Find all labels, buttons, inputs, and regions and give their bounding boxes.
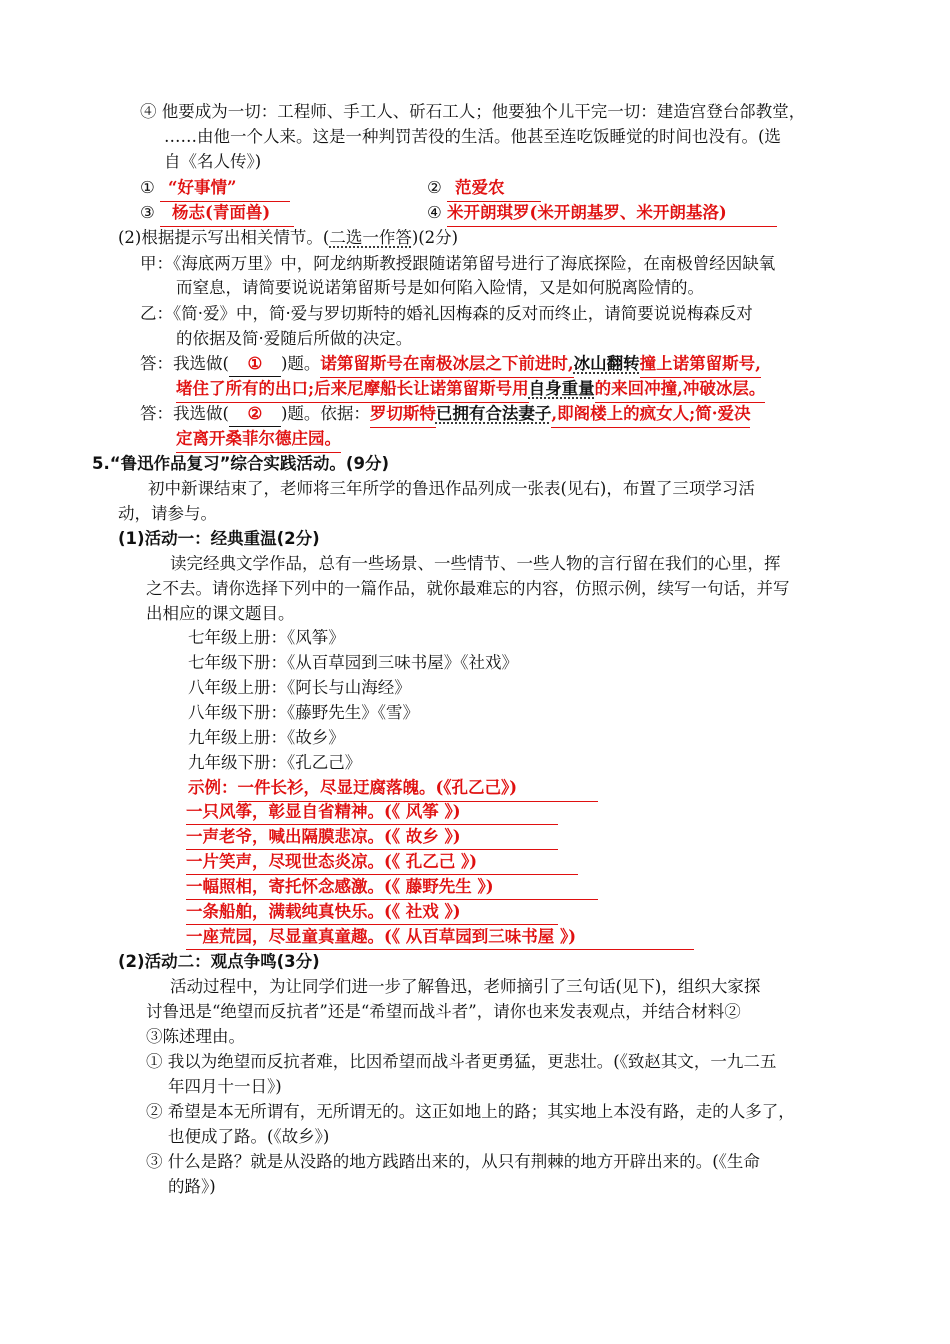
q4-yi-line2: 的依据及简·爱随后所做的决定。 — [176, 329, 413, 348]
material-3-line1: ③ 什么是路？就是从没路的地方践踏出来的，从只有荆棘的地方开辟出来的。(《生命 — [146, 1152, 760, 1171]
activity2-para-line3: ③陈述理由。 — [146, 1027, 245, 1046]
q5-intro-line2: 动，请参与。 — [118, 504, 217, 523]
answer-2-num: ② — [427, 178, 442, 197]
material-3-line2: 的路》) — [168, 1177, 216, 1196]
a1-keyword: 冰山翻转 — [573, 354, 640, 373]
grade-list-item: 七年级上册：《风筝》 — [188, 628, 345, 647]
a1-line2-keyword: 自身重量 — [528, 379, 595, 398]
a2-mid: )题。依据： — [280, 404, 370, 423]
sub2-emphasis: 二选一作答 — [329, 228, 412, 247]
answer-1-num: ① — [140, 178, 155, 197]
answer-4-text: 米开朗琪罗(米开朗基罗、米开朗基洛) — [447, 201, 777, 227]
sub2-text-c: )(2分) — [411, 228, 459, 247]
grade-list-item: 九年级下册：《孔乙己》 — [188, 753, 362, 772]
answer-line: 一幅照相，寄托怀念感激。(《 藤野先生 》) — [186, 875, 598, 900]
q4-sub2-heading — [118, 226, 458, 250]
q4-item4-line1: ④ 他要成为一切：工程师、手工人、斫石工人；他要独个儿干完一切：建造宫登台郃教堂， — [140, 102, 806, 121]
q4-answer-3 — [140, 201, 294, 227]
a2-keyword: 已拥有合法妻子 — [435, 404, 552, 423]
a1-line2a: 堵住了所有的出口;后来尼摩船长让诺第留斯号用 — [176, 377, 529, 403]
q5-intro-line1: 初中新课结束了，老师将三年所学的鲁迅作品列成一张表(见右)，布置了三项学习活 — [148, 479, 755, 498]
sub2-text-a: (2)根据提示写出相关情节。( — [118, 228, 330, 247]
a2-text3: ,即阁楼上的疯女人;简·爱决 — [551, 402, 750, 428]
example-line — [188, 776, 598, 802]
answer-line: 一座荒园，尽显童真童趣。(《 从百草园到三味书屋 》) — [186, 925, 694, 950]
answer-line: 一条船舶，满载纯真快乐。(《 社戏 》) — [186, 900, 558, 925]
answer-line: 一片笑声，尽现世态炎凉。(《 孔乙己 》) — [186, 850, 578, 875]
q4-item4-line3: 自《名人传》) — [164, 152, 262, 171]
activity1-title: (1)活动一：经典重温(2分) — [118, 529, 320, 548]
a1-text3: 撞上诺第留斯号, — [640, 352, 761, 378]
grade-list-item: 八年级上册：《阿长与山海经》 — [188, 678, 411, 697]
activity1-para-line2: 之不去。请你选择下列中的一篇作品，就你最难忘的内容，仿照示例，续写一句话，并写 — [146, 579, 790, 598]
answer-line: 一只风筝，彰显自省精神。(《 风筝 》) — [186, 800, 558, 825]
material-1-line1: ① 我以为绝望而反抗者难，比因希望而战斗者更勇猛，更悲壮。(《致赵其文，一九二五 — [146, 1052, 777, 1071]
grade-list-item: 七年级下册：《从百草园到三味书屋》《社戏》 — [188, 653, 518, 672]
a2-text1: 罗切斯特 — [370, 402, 436, 428]
activity1-para-line1: 读完经典文学作品，总有一些场景、一些情节、一些人物的言行留在我们的心里，挥 — [170, 554, 781, 573]
answer-3-text: 杨志(青面兽) — [160, 201, 294, 227]
activity1-para-line3: 出相应的课文题目。 — [146, 604, 295, 623]
q5-title: 5.“鲁迅作品复习”综合实践活动。(9分) — [92, 454, 389, 473]
a1-text1: 诺第留斯号在南极冰层之下前进时, — [320, 352, 573, 378]
q4-answer-1 — [140, 176, 290, 202]
a1-mid: )题。 — [280, 354, 321, 373]
a1-line2c: 的来回冲撞,冲破冰层。 — [595, 377, 766, 403]
a2-line2: 定离开桑菲尔德庄园。 — [176, 427, 341, 453]
q4-answer-choice-2 — [140, 402, 750, 428]
activity2-para-line1: 活动过程中，为让同学们进一步了解鲁迅，老师摘引了三句话(见下)，组织大家探 — [170, 977, 761, 996]
q4-item4-line2: ……由他一个人来。这是一种判罚苦役的生活。他甚至连吃饭睡觉的时间也没有。(选 — [164, 127, 781, 146]
q4-answer-choice-2-line2 — [176, 427, 341, 453]
activity2-title: (2)活动二：观点争鸣(3分) — [118, 952, 320, 971]
q4-jia-line1: 甲：《海底两万里》中，阿龙纳斯教授跟随诺第留号进行了海底探险，在南极曾经因缺氧 — [140, 254, 776, 273]
q4-yi-line1: 乙：《简·爱》中，简·爱与罗切斯特的婚礼因梅森的反对而终止，请简要说说梅森反对 — [140, 304, 753, 323]
example-label: 示例： — [188, 778, 238, 797]
material-2-line2: 也便成了路。(《故乡》) — [168, 1127, 330, 1146]
q4-answer-choice-1-line2 — [176, 377, 765, 403]
answer-4-num: ④ — [427, 203, 442, 222]
a1-choice: ① — [229, 352, 281, 377]
a2-choice: ② — [229, 402, 281, 427]
grade-list-item: 九年级上册：《故乡》 — [188, 728, 345, 747]
a2-prefix: 答：我选做( — [140, 404, 229, 423]
q4-answer-choice-1 — [140, 352, 761, 378]
example-text: 一件长衫，尽显迂腐落魄。(《孔乙己》) — [238, 776, 598, 802]
q4-jia-line2: 而窒息，请简要说说诺第留斯号是如何陷入险情，又是如何脱离险情的。 — [176, 278, 704, 297]
answer-1-text: “好事情” — [160, 176, 290, 202]
grade-list-item: 八年级下册：《藤野先生》《雪》 — [188, 703, 419, 722]
material-1-line2: 年四月十一日》) — [168, 1077, 282, 1096]
q4-answer-4 — [427, 201, 777, 227]
q4-answer-2 — [427, 176, 541, 202]
material-2-line1: ② 希望是本无所谓有，无所谓无的。这正如地上的路；其实地上本没有路，走的人多了， — [146, 1102, 795, 1121]
answer-3-num: ③ — [140, 203, 155, 222]
answer-line: 一声老爷，喊出隔膜悲凉。(《 故乡 》) — [186, 825, 558, 850]
answer-2-text: 范爱农 — [447, 176, 541, 202]
a1-prefix: 答：我选做( — [140, 354, 229, 373]
activity2-para-line2: 讨鲁迅是“绝望而反抗者”还是“希望而战斗者”，请你也来发表观点，并结合材料② — [146, 1002, 741, 1021]
